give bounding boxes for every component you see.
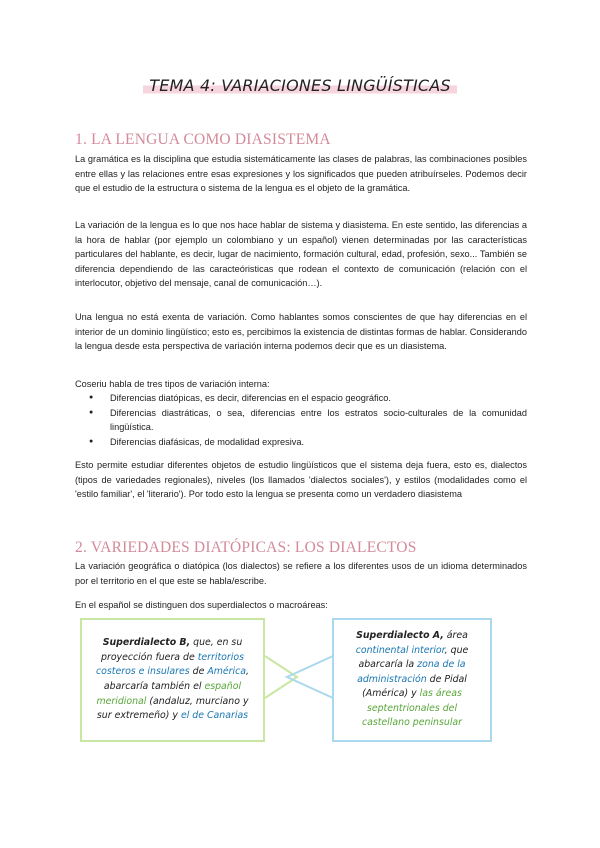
section1-paragraph-4: Esto permite estudiar diferentes objetos de estudio lingüísticos que el sistema deja fuera, esto es, dialectos (tipos de variedades regionales), niveles (los llamados 'dialectos sociales'), y estilos (modalidades como el 'estilo familiar', el 'literario'). Por todo esto la lengua se presenta como un verdadero diasistema [75, 460, 527, 500]
box-a-text-1: área [443, 629, 468, 641]
list-item: ● Diferencias diastráticas, o sea, diferencias entre los estratos socio-culturales de la comunidad lingüística. [75, 406, 527, 435]
section2-paragraph-1: La variación geográfica o diatópica (los dialectos) se refiere a los diferentes usos de un idioma determinados por el territorio en el que este se habla/escribe. [75, 561, 527, 586]
arrow-right-icon [265, 656, 297, 698]
arrow-left-icon [287, 656, 333, 698]
bullets-intro: Coseriu habla de tres tipos de variación interna: [75, 379, 270, 389]
section1-heading: 1. LA LENGUA COMO DIASISTEMA [75, 131, 331, 148]
list-item: ● Diferencias diatópicas, es decir, diferencias en el espacio geográfico. [75, 391, 527, 406]
superdialect-b-label: Superdialecto B, [102, 637, 191, 649]
box-b-highlight-4: el de Canarias [180, 710, 249, 722]
superdialect-a-text [344, 629, 480, 731]
section1-paragraph-2: La variación de la lengua es lo que nos hace hablar de sistema y diasistema. En este sentido, las diferencias a la hora de hablar (por ejemplo un colombiano y un español) vienen determinadas por las características particulares del hablante, es decir, lugar de nacimiento, formación cultural, edad, profesión, sexo... También se diferencia dependiendo de las caracteóristicas que rodean el contexto de comunicación (relación con el interlocutor, objetivo del mensaje, canal de comunicación…). [75, 220, 527, 289]
box-a-highlight-3: las áreas septentrionales del castellano peninsular [361, 688, 463, 729]
section1-paragraph-1: La gramática es la disciplina que estudia sistemáticamente las clases de palabras, las combinaciones posibles entre ellas y las relaciones entre esas expresiones y los significados que pueden atribuírseles. Podemos decir que el estudio de la estructura o sistema de la lengua es el objeto de la gramática. [75, 154, 527, 194]
page-title: TEMA 4: VARIACIONES LINGÜÍSTICAS [143, 76, 457, 95]
box-a-text-2: , que abarcaría la [358, 644, 469, 671]
section1-paragraph-3: Una lengua no está exenta de variación. Como hablantes somos conscientes de que hay diferencias en el interior de un dominio lingüístico; esto es, percibimos la existencia de distintas formas de hablar. Considerando la lengua desde esta perspectiva de variación interna podemos decir que es un diasistema. [75, 312, 527, 352]
superdialect-b-box [80, 618, 265, 742]
title-wrapper [0, 76, 600, 96]
box-b-text-4: (andaluz, murciano y sur extremeño) y [96, 695, 249, 722]
superdialect-a-label: Superdialecto A, [356, 629, 444, 641]
superdialect-a-box [332, 618, 492, 742]
variation-type-list [75, 391, 527, 449]
box-b-text-3: , abarcaría también el [103, 666, 249, 692]
box-b-text-2: de [189, 666, 208, 678]
box-a-text-3: de Pidal (América) y [362, 673, 467, 700]
box-a-highlight-2: zona de la administración [357, 659, 466, 685]
box-b-highlight-2: América [207, 666, 247, 678]
section2-heading: 2. VARIEDADES DIATÓPICAS: LOS DIALECTOS [75, 539, 417, 556]
superdialect-b-text [92, 636, 253, 724]
box-a-highlight-1: continental interior [355, 644, 445, 656]
section2-paragraph-2: En el español se distinguen dos superdialectos o macroáreas: [75, 600, 328, 610]
box-b-text-1: que, en su proyección fuera de [101, 637, 243, 663]
box-b-highlight-3: español meridional [96, 681, 242, 707]
double-arrow-icon [263, 652, 335, 702]
box-b-highlight-1: territorios costeros e insulares [96, 651, 244, 678]
list-item: ● Diferencias diafásicas, de modalidad expresiva. [75, 435, 527, 450]
